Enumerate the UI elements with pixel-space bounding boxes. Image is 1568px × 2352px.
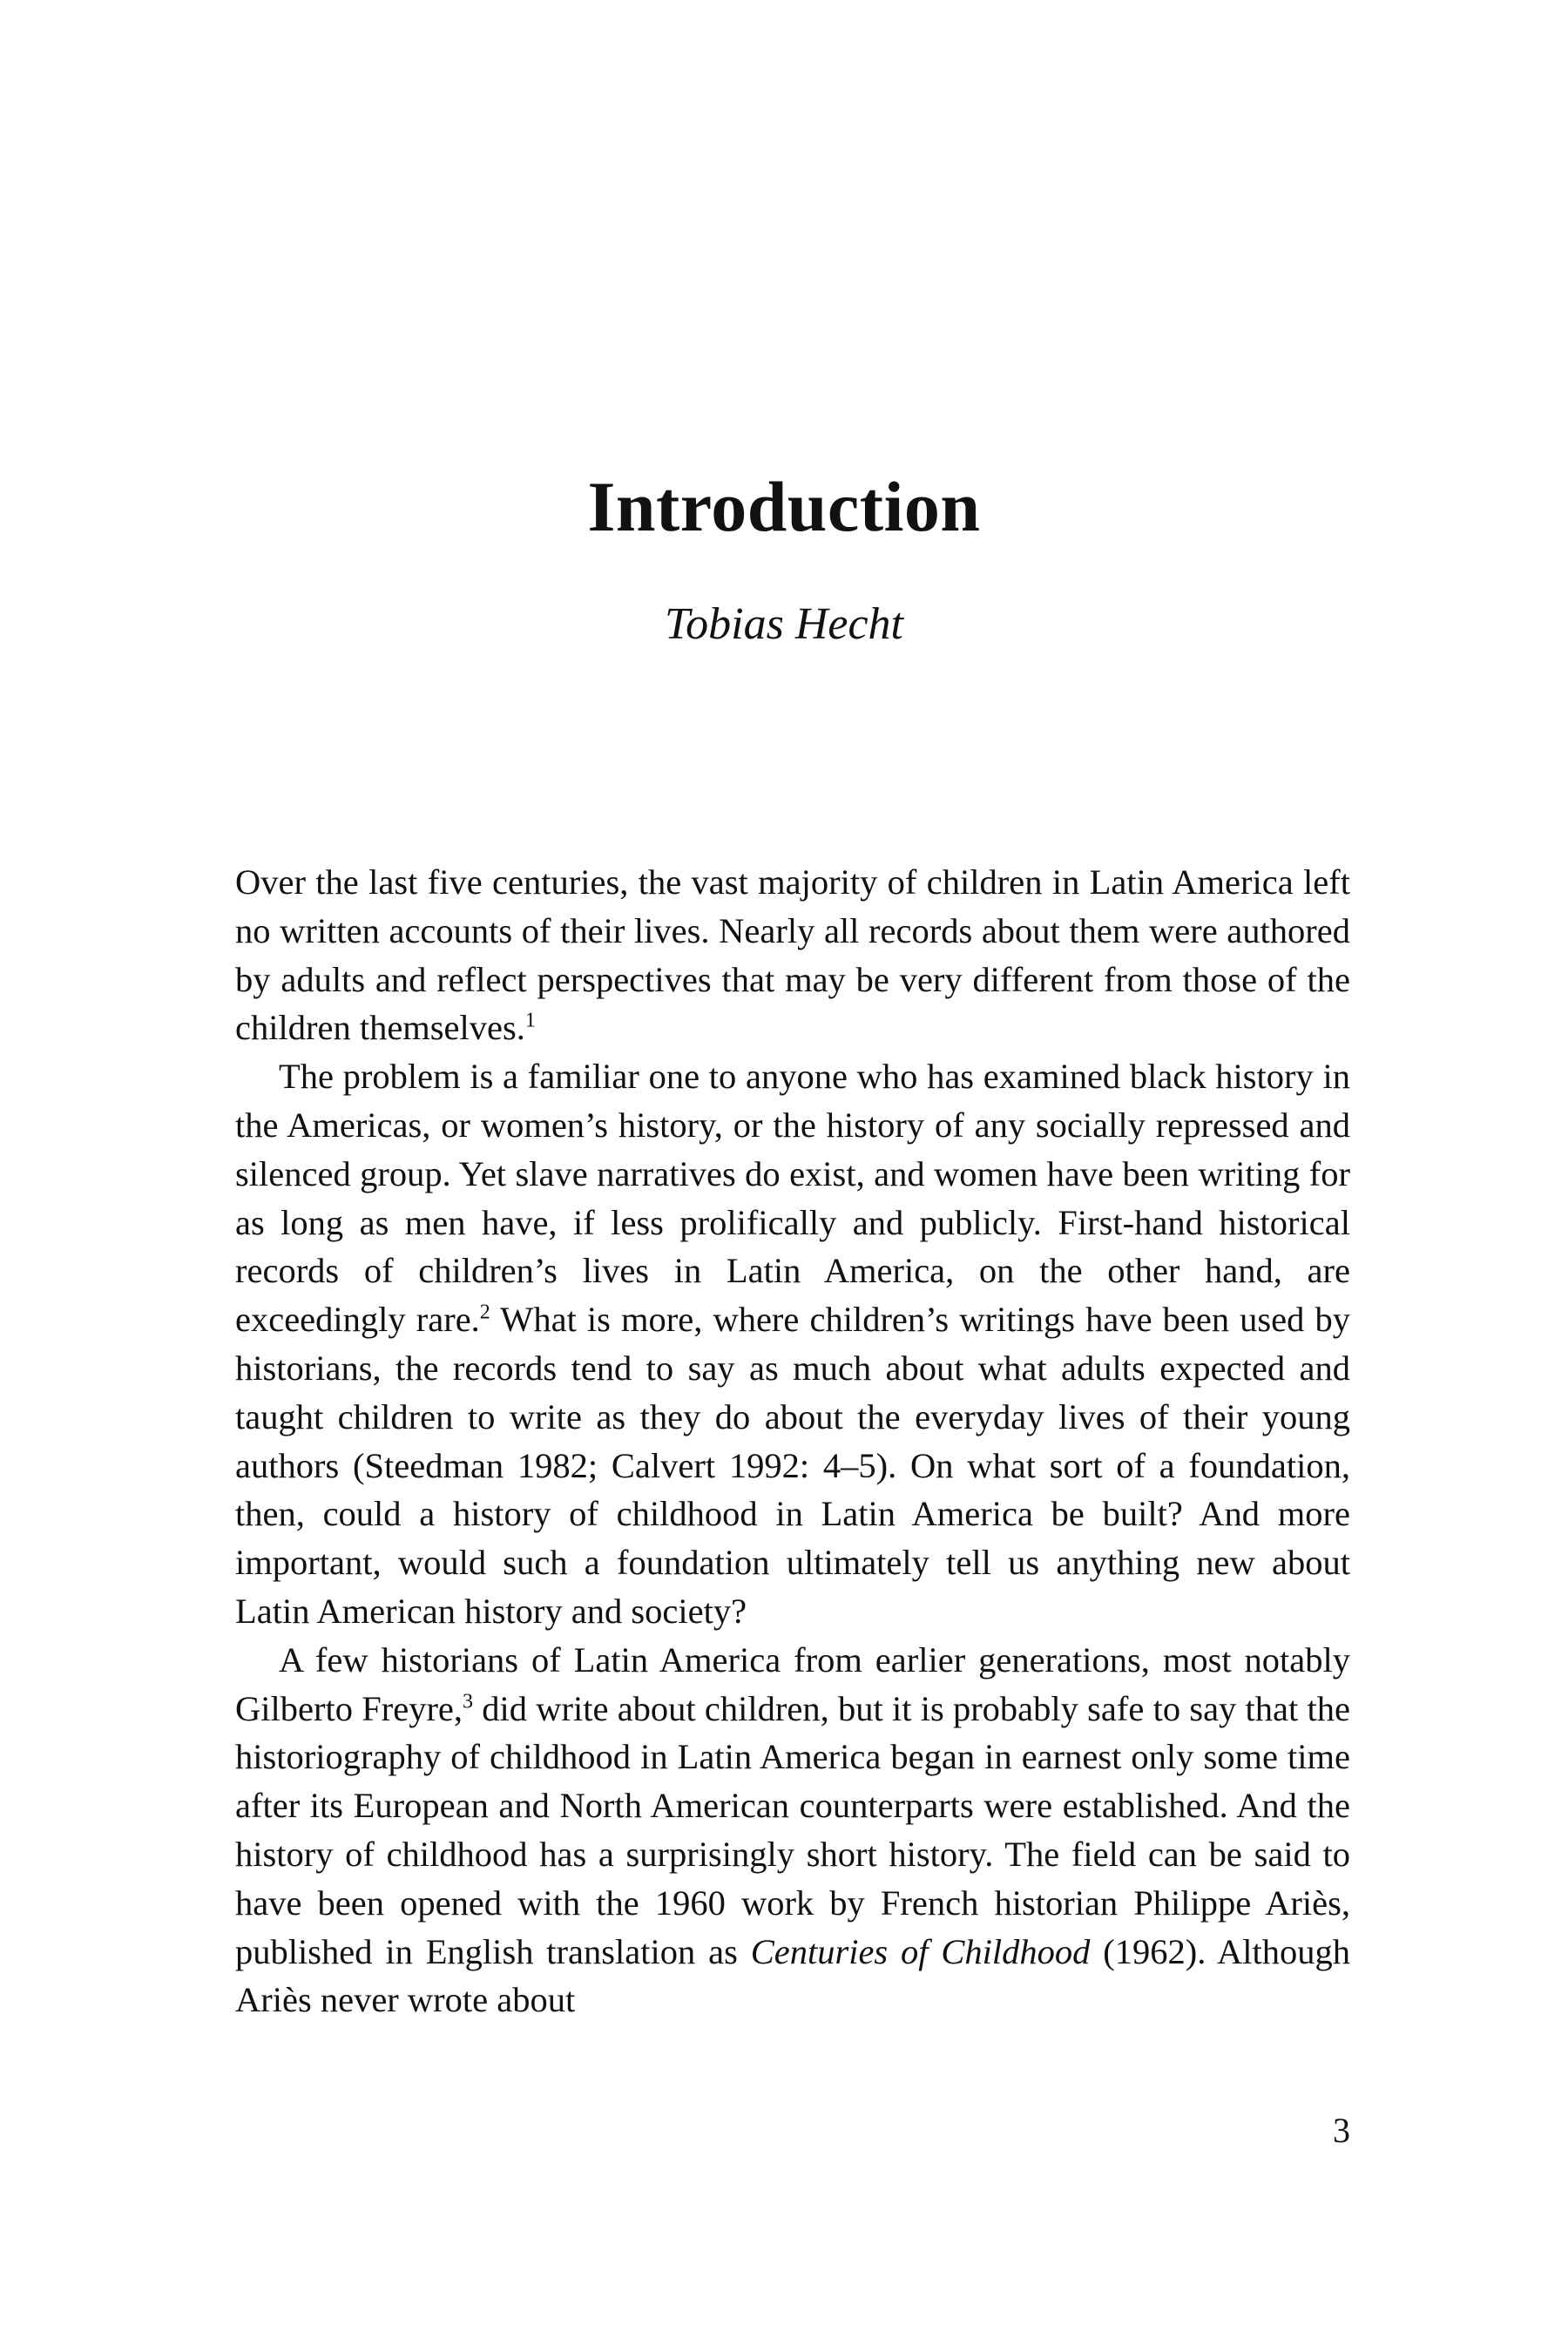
footnote-ref-1: 1 bbox=[524, 1009, 536, 1032]
paragraph-3-text-b: did write about children, but it is probably safe to say that the historiography of childhood in Latin America began in earnest only some time after its European and North American counterparts were established. And the history of childhood has a surprisingly short history. The field can be said to have been opened with the 1960 work by French historian Philippe Ariès, published in English translation as bbox=[235, 1688, 1350, 1971]
book-title-italic: Centuries of Childhood bbox=[750, 1931, 1091, 1971]
paragraph-1-text: Over the last five centuries, the vast majority of children in Latin America left no written accounts of their lives. Nearly all records about them were authored by adults and reflect perspectives that may be very different from those of the children themselves. bbox=[235, 862, 1350, 1048]
paragraph-1 bbox=[235, 858, 1350, 1052]
footnote-ref-3: 3 bbox=[463, 1690, 474, 1713]
paragraph-3 bbox=[235, 1636, 1350, 2024]
paragraph-3-text-a: A few historians of Latin America from earlier generations, most notably Gilberto Freyre, bbox=[235, 1639, 1350, 1728]
page-number: 3 bbox=[1333, 2111, 1350, 2150]
paragraph-2-text-b: What is more, where children’s writings have been used by historians, the records tend to say as much about what adults expected and taught children to write as they do about the everyday lives of their young authors (Steedman 1982; Calvert 1992: 4–5). On what sort of a foundation, then, could a history of childhood in Latin America be built? And more important, would such a foundation ultimately tell us anything new about Latin American history and society? bbox=[235, 1300, 1350, 1631]
chapter-title: Introduction bbox=[587, 467, 981, 546]
paragraph-3-text-c: (1962). Although Ariès never wrote about bbox=[235, 1931, 1350, 2020]
body-text bbox=[235, 858, 1350, 2024]
paragraph-2-text-a: The problem is a familiar one to anyone who has examined black history in the Americas, or women’s history, or the history of any socially repressed and silenced group. Yet slave narratives do exist, and women have been writing for as long as men have, if less prolifically and publicly. First-hand historical records of children’s lives in Latin America, on the other hand, are exceedingly rare. bbox=[235, 1057, 1350, 1340]
chapter-author: Tobias Hecht bbox=[665, 599, 903, 649]
paragraph-2 bbox=[235, 1052, 1350, 1636]
footnote-ref-2: 2 bbox=[479, 1301, 490, 1324]
